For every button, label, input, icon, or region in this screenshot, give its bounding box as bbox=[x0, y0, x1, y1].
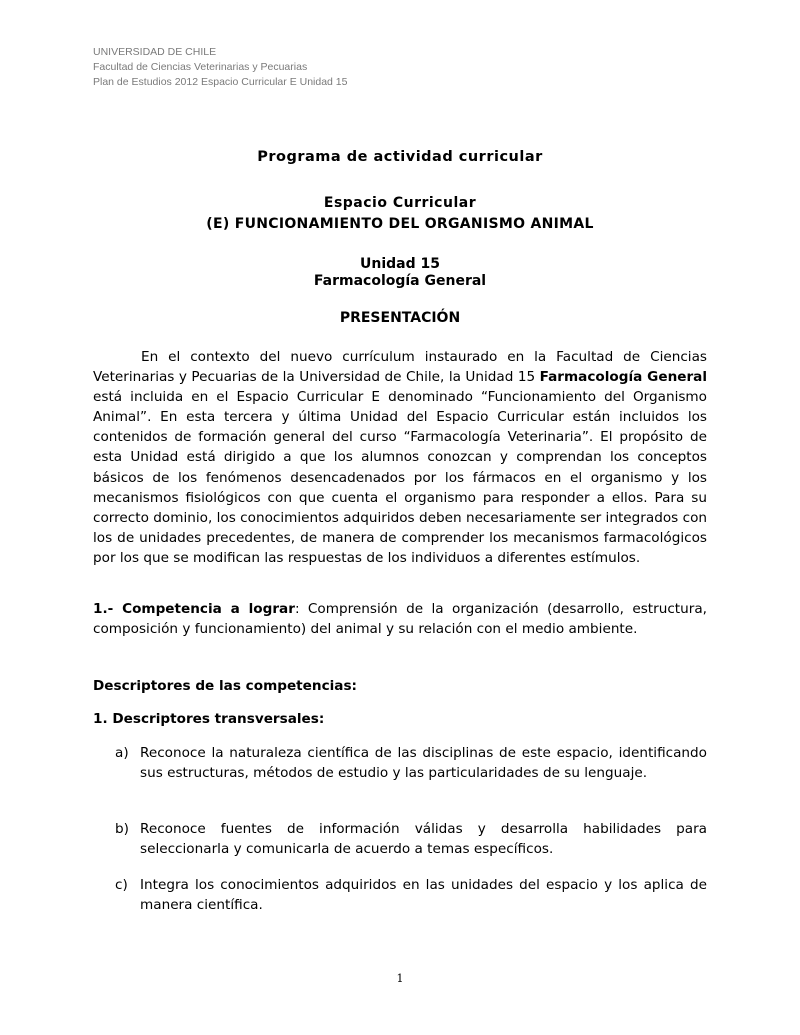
list-item bbox=[115, 819, 707, 859]
header-university: UNIVERSIDAD DE CHILE bbox=[93, 46, 217, 58]
list-item-label: b) bbox=[115, 821, 129, 837]
unidad-label: Unidad 15 bbox=[360, 256, 440, 272]
document-header bbox=[93, 45, 347, 90]
competencia-text: : Comprensión de la organización (desarrollo, estructura, composición y funcionamiento) del animal y su relación con el medio ambiente. bbox=[93, 601, 707, 638]
header-plan: Plan de Estudios 2012 Espacio Curricular E Unidad 15 bbox=[93, 76, 348, 88]
list-item-label: c) bbox=[115, 877, 128, 893]
espacio-label: Espacio Curricular bbox=[323, 195, 477, 211]
espacio-name: (E) FUNCIONAMIENTO DEL ORGANISMO ANIMAL bbox=[206, 216, 594, 232]
competencia-paragraph bbox=[93, 599, 707, 639]
transversales-heading: 1. Descriptores transversales: bbox=[93, 711, 325, 727]
list-item-text: Integra los conocimientos adquiridos en las unidades del espacio y los aplica de manera científica. bbox=[140, 877, 707, 913]
page-number: 1 bbox=[396, 972, 404, 985]
list-item bbox=[115, 743, 707, 783]
paragraph-text: En el contexto del nuevo currículum instaurado en la Facultad de Ciencias Veterinarias y Pecuarias de la Universidad de Chile, la Unidad 15 bbox=[93, 349, 707, 386]
list-item-text: Reconoce fuentes de información válidas y desarrolla habilidades para seleccionarla y comunicarla de acuerdo a temas específicos. bbox=[140, 821, 707, 857]
presentacion-paragraph bbox=[93, 347, 707, 568]
list-item-text: Reconoce la naturaleza científica de las disciplinas de este espacio, identificando sus estructuras, métodos de estudio y las particularidades de su lenguaje. bbox=[140, 745, 707, 781]
paragraph-text: está incluida en el Espacio Curricular E denominado “Funcionamiento del Organismo Animal”. En esta tercera y última Unidad del Espacio Curricular están incluidos los contenidos de formación general del curso “Farmacología Veterinaria”. El propósito de esta Unidad está dirigido a que los alumnos conozcan y comprendan los conceptos básicos de los fenómenos desencadenados por los fármacos en el organismo y los mecanismos fisiológicos con que cuenta el organismo para responder a ellos. Para su correcto dominio, los conocimientos adquiridos deben necesariamente ser integrados con los de unidades precedentes, de manera de comprender los mecanismos farmacológicos por los que se modifican las respuestas de los individuos a diferentes estímulos. bbox=[93, 389, 707, 566]
list-item-label: a) bbox=[115, 745, 129, 761]
document-title: Programa de actividad curricular bbox=[257, 149, 543, 165]
competencia-label: 1.- Competencia a lograr bbox=[93, 601, 295, 617]
section-heading: PRESENTACIÓN bbox=[339, 310, 461, 326]
list-item bbox=[115, 875, 707, 915]
unidad-name: Farmacología General bbox=[313, 273, 487, 289]
header-faculty: Facultad de Ciencias Veterinarias y Pecuarias bbox=[93, 61, 308, 73]
unit-name-bold: Farmacología General bbox=[539, 369, 707, 386]
descriptores-heading: Descriptores de las competencias: bbox=[93, 678, 357, 694]
